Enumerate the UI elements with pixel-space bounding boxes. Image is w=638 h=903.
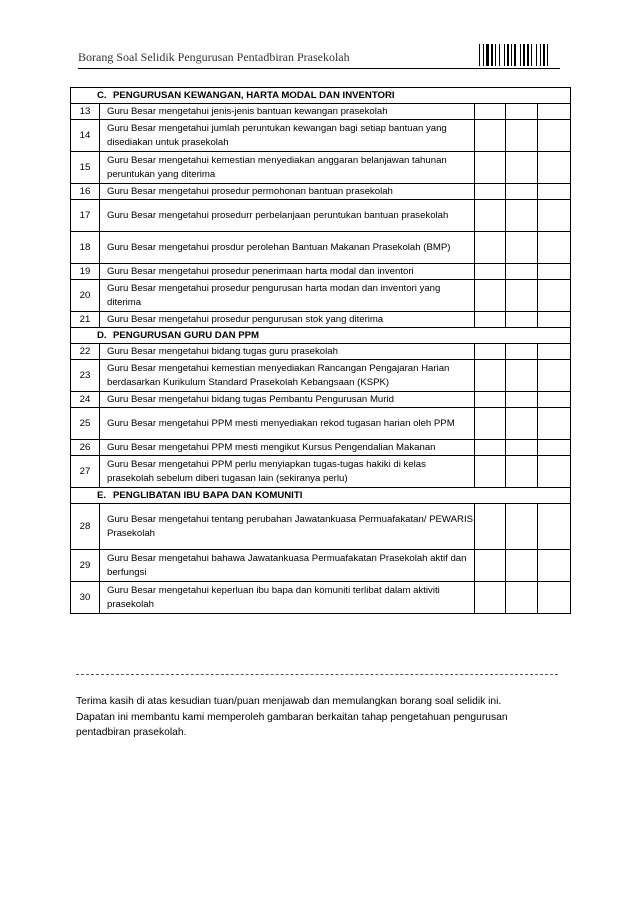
answer-box-3[interactable] [538,152,571,184]
item-number: 20 [71,280,100,312]
barcode-bar [527,44,529,66]
answer-box-1[interactable] [475,232,506,264]
closing-line-2: Dapatan ini membantu kami memperoleh gambaran berkaitan tahap pengetahuan pengurusan pentadbiran prasekolah. [76,711,508,738]
answer-box-3[interactable] [538,456,571,488]
table-row [71,104,571,120]
section-title-text: PENGLIBATAN IBU BAPA DAN KOMUNITI [113,489,303,501]
item-statement: Guru Besar mengetahui prosedur pengurusan stok yang diterima [100,312,475,328]
section-header-row [71,88,571,104]
answer-box-3[interactable] [538,582,571,614]
table-row [71,264,571,280]
table-row [71,184,571,200]
barcode-bar [514,44,516,66]
item-number: 30 [71,582,100,614]
answer-box-3[interactable] [538,440,571,456]
answer-box-3[interactable] [538,550,571,582]
answer-box-3[interactable] [538,504,571,550]
answer-box-2[interactable] [506,360,538,392]
item-statement: Guru Besar mengetahui bahawa Jawatankuasa Permuafakatan Prasekolah aktif dan berfungsi [100,550,475,582]
item-number: 26 [71,440,100,456]
barcode-bar [479,44,480,66]
barcode-bar [507,44,509,66]
answer-box-3[interactable] [538,360,571,392]
answer-box-3[interactable] [538,184,571,200]
answer-box-3[interactable] [538,408,571,440]
barcode-bar [499,44,500,66]
answer-box-2[interactable] [506,312,538,328]
table-row [71,504,571,550]
table-row [71,232,571,264]
answer-box-3[interactable] [538,200,571,232]
item-number: 22 [71,344,100,360]
table-row [71,440,571,456]
item-statement: Guru Besar mengetahui bidang tugas Pembantu Pengurusan Murid [100,392,475,408]
item-number: 13 [71,104,100,120]
item-number: 29 [71,550,100,582]
answer-box-2[interactable] [506,152,538,184]
answer-box-3[interactable] [538,312,571,328]
answer-box-3[interactable] [538,264,571,280]
answer-box-2[interactable] [506,232,538,264]
item-number: 16 [71,184,100,200]
item-number: 19 [71,264,100,280]
section-title [71,488,571,504]
table-row [71,582,571,614]
barcode-bar [504,44,505,66]
answer-box-1[interactable] [475,312,506,328]
answer-box-3[interactable] [538,104,571,120]
answer-box-1[interactable] [475,120,506,152]
answer-box-1[interactable] [475,550,506,582]
table-row [71,312,571,328]
closing-line-1: Terima kasih di atas kesudian tuan/puan menjawab dan memulangkan borang soal selidik ini. [76,696,502,707]
answer-box-1[interactable] [475,582,506,614]
item-statement: Guru Besar mengetahui PPM perlu menyiapkan tugas-tugas hakiki di kelas prasekolah sebelum diberi tugasan lain (sekiranya perlu) [100,456,475,488]
item-statement: Guru Besar mengetahui kemestian menyediakan anggaran belanjawan tahunan peruntukan yang diterima [100,152,475,184]
barcode-bar [486,44,489,66]
answer-box-1[interactable] [475,280,506,312]
section-letter: C. [97,89,107,101]
item-number: 14 [71,120,100,152]
answer-box-2[interactable] [506,504,538,550]
item-number: 23 [71,360,100,392]
item-number: 24 [71,392,100,408]
answer-box-1[interactable] [475,392,506,408]
item-statement: Guru Besar mengetahui prosedur pengurusan harta modan dan inventori yang diterima [100,280,475,312]
item-number: 27 [71,456,100,488]
item-number: 28 [71,504,100,550]
answer-box-3[interactable] [538,232,571,264]
answer-box-1[interactable] [475,408,506,440]
item-statement: Guru Besar mengetahui jenis-jenis bantuan kewangan prasekolah [100,104,475,120]
survey-table [70,87,571,614]
barcode-bar [547,44,548,66]
item-statement: Guru Besar mengetahui kemestian menyediakan Rancangan Pengajaran Harian berdasarkan Kurikulum Standard Prasekolah Kebangsaan (KSPK) [100,360,475,392]
item-statement: Guru Besar mengetahui PPM mesti menyediakan rekod tugasan harian oleh PPM [100,408,475,440]
document-title: Borang Soal Selidik Pengurusan Pentadbiran Prasekolah [78,50,350,64]
item-statement: Guru Besar mengetahui jumlah peruntukan kewangan bagi setiap bantuan yang disediakan untuk prasekolah [100,120,475,152]
barcode-bar [531,44,532,66]
answer-box-2[interactable] [506,392,538,408]
section-title-text: PENGURUSAN KEWANGAN, HARTA MODAL DAN INVENTORI [113,89,395,101]
answer-box-2[interactable] [506,550,538,582]
table-row [71,408,571,440]
answer-box-1[interactable] [475,456,506,488]
barcode-bar [491,44,493,66]
item-statement: Guru Besar mengetahui prosedurr perbelanjaan peruntukan bantuan prasekolah [100,200,475,232]
item-statement: Guru Besar mengetahui tentang perubahan Jawatankuasa Permuafakatan/ PEWARIS Prasekolah [100,504,475,550]
answer-box-2[interactable] [506,582,538,614]
table-row [71,152,571,184]
answer-box-1[interactable] [475,152,506,184]
answer-box-3[interactable] [538,344,571,360]
item-statement: Guru Besar mengetahui bidang tugas guru prasekolah [100,344,475,360]
barcode-bar [536,44,537,66]
page-header [78,44,560,69]
table-row [71,344,571,360]
answer-box-2[interactable] [506,184,538,200]
table-row [71,360,571,392]
section-letter: D. [97,329,107,341]
answer-box-2[interactable] [506,280,538,312]
answer-box-1[interactable] [475,184,506,200]
barcode-bar [511,44,512,66]
item-statement: Guru Besar mengetahui keperluan ibu bapa dan komuniti terlibat dalam aktiviti prasekolah [100,582,475,614]
item-number: 18 [71,232,100,264]
section-title [71,88,571,104]
answer-box-2[interactable] [506,104,538,120]
closing-note [76,694,562,741]
table-row [71,392,571,408]
item-statement: Guru Besar mengetahui prosedur penerimaan harta modal dan inventori [100,264,475,280]
answer-box-1[interactable] [475,344,506,360]
barcode-bar [540,44,541,66]
section-title [71,328,571,344]
item-number: 15 [71,152,100,184]
item-statement: Guru Besar mengetahui PPM mesti mengikut Kursus Pengendalian Makanan [100,440,475,456]
section-title-text: PENGURUSAN GURU DAN PPM [113,329,260,341]
item-number: 25 [71,408,100,440]
section-letter: E. [97,489,107,501]
answer-box-1[interactable] [475,360,506,392]
table-row [71,550,571,582]
answer-box-2[interactable] [506,120,538,152]
answer-box-2[interactable] [506,264,538,280]
divider-line [76,674,558,675]
answer-box-3[interactable] [538,120,571,152]
table-row [71,280,571,312]
item-number: 17 [71,200,100,232]
answer-box-1[interactable] [475,440,506,456]
table-row [71,200,571,232]
answer-box-1[interactable] [475,200,506,232]
item-number: 21 [71,312,100,328]
answer-box-2[interactable] [506,408,538,440]
table-row [71,120,571,152]
answer-box-1[interactable] [475,264,506,280]
barcode-bar [495,44,496,66]
answer-box-2[interactable] [506,200,538,232]
answer-box-3[interactable] [538,280,571,312]
table-row [71,456,571,488]
barcode-icon [478,44,560,66]
answer-box-3[interactable] [538,392,571,408]
section-header-row [71,328,571,344]
barcode-bar [483,44,484,66]
answer-box-2[interactable] [506,456,538,488]
answer-box-2[interactable] [506,440,538,456]
item-statement: Guru Besar mengetahui prosdur perolehan Bantuan Makanan Prasekolah (BMP) [100,232,475,264]
answer-box-1[interactable] [475,104,506,120]
answer-box-1[interactable] [475,504,506,550]
item-statement: Guru Besar mengetahui prosedur permohonan bantuan prasekolah [100,184,475,200]
barcode-bar [543,44,545,66]
barcode-bar [520,44,521,66]
barcode-bar [523,44,525,66]
answer-box-2[interactable] [506,344,538,360]
section-header-row [71,488,571,504]
